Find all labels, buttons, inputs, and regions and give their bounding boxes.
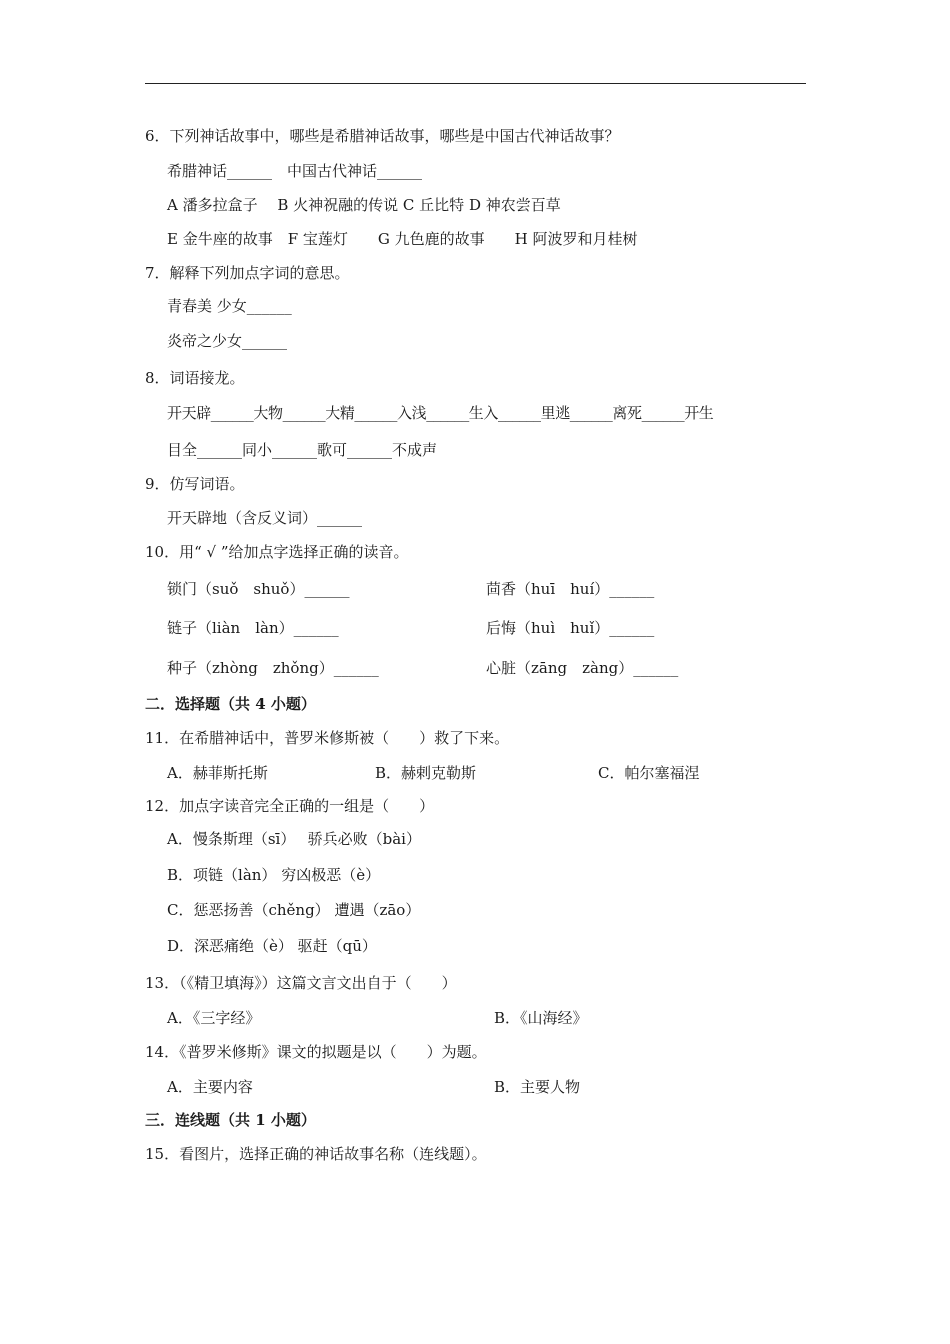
question-6-blanks: 希腊神话______ 中国古代神话______ bbox=[167, 162, 423, 180]
question-11-stem: 11．在希腊神话中，普罗米修斯被（ ）救了下来。 bbox=[145, 729, 510, 747]
question-13-stem: 13．（《精卫填海》）这篇文言文出自于（ ） bbox=[145, 974, 457, 992]
section-2-heading: 二．选择题（共 4 小题） bbox=[145, 695, 316, 713]
question-13-option-a: A．《三字经》 bbox=[167, 1009, 261, 1027]
question-11-option-b: B．赫剌克勒斯 bbox=[375, 764, 477, 782]
question-7-stem: 7．解释下列加点字词的意思。 bbox=[145, 264, 350, 282]
question-10-left-1: 锁门（suǒ shuǒ）______ bbox=[167, 580, 350, 598]
question-11-option-c: C．帕尔塞福涅 bbox=[598, 764, 700, 782]
question-12-option-c: C．惩恶扬善（chěng） 遭遇（zāo） bbox=[167, 901, 421, 919]
header-rule bbox=[145, 83, 806, 84]
question-15-stem: 15．看图片，选择正确的神话故事名称（连线题）。 bbox=[145, 1145, 487, 1163]
question-10-right-1: 茴香（huī huí）______ bbox=[486, 580, 655, 598]
question-14-option-b: B．主要人物 bbox=[494, 1078, 581, 1096]
question-10-stem: 10．用“ √ ”给加点字选择正确的读音。 bbox=[145, 543, 409, 561]
question-12-stem: 12．加点字读音完全正确的一组是（ ） bbox=[145, 797, 435, 815]
question-7-item-2: 炎帝之少女______ bbox=[167, 332, 288, 350]
question-12-option-b: B．项链（làn） 穷凶极恶（è） bbox=[167, 866, 381, 884]
question-10-left-3: 种子（zhòng zhǒng）______ bbox=[167, 659, 379, 677]
question-9-stem: 9．仿写词语。 bbox=[145, 475, 245, 493]
question-10-left-2: 链子（liàn làn）______ bbox=[167, 619, 339, 637]
question-8-stem: 8．词语接龙。 bbox=[145, 369, 245, 387]
question-12-option-a: A．慢条斯理（sī） 骄兵必败（bài） bbox=[167, 830, 421, 848]
question-6-options-row-2: E 金牛座的故事 F 宝莲灯 G 九色鹿的故事 H 阿波罗和月桂树 bbox=[167, 230, 638, 248]
question-8-row-1: 开天辟______大物______大精______入浅______生入______里逃______离死______开生 bbox=[167, 404, 714, 422]
question-7-item-1: 青春美 少女______ bbox=[167, 297, 292, 315]
question-13-option-b: B．《山海经》 bbox=[494, 1009, 588, 1027]
question-14-stem: 14．《普罗米修斯》课文的拟题是以（ ）为题。 bbox=[145, 1043, 487, 1061]
question-10-right-3: 心脏（zāng zàng）______ bbox=[486, 659, 679, 677]
question-8-row-2: 目全______同小______歌可______不成声 bbox=[167, 441, 438, 459]
question-10-right-2: 后悔（huì huǐ）______ bbox=[486, 619, 655, 637]
question-6-options-row-1: A 潘多拉盒子 B 火神祝融的传说 C 丘比特 D 神农尝百草 bbox=[167, 196, 561, 214]
question-12-option-d: D．深恶痛绝（è） 驱赶（qū） bbox=[167, 937, 377, 955]
question-6-stem: 6．下列神话故事中，哪些是希腊神话故事，哪些是中国古代神话故事？ bbox=[145, 127, 620, 145]
question-9-item: 开天辟地（含反义词）______ bbox=[167, 509, 363, 527]
section-3-heading: 三．连线题（共 1 小题） bbox=[145, 1111, 316, 1129]
question-11-option-a: A．赫菲斯托斯 bbox=[167, 764, 268, 782]
question-14-option-a: A．主要内容 bbox=[167, 1078, 253, 1096]
